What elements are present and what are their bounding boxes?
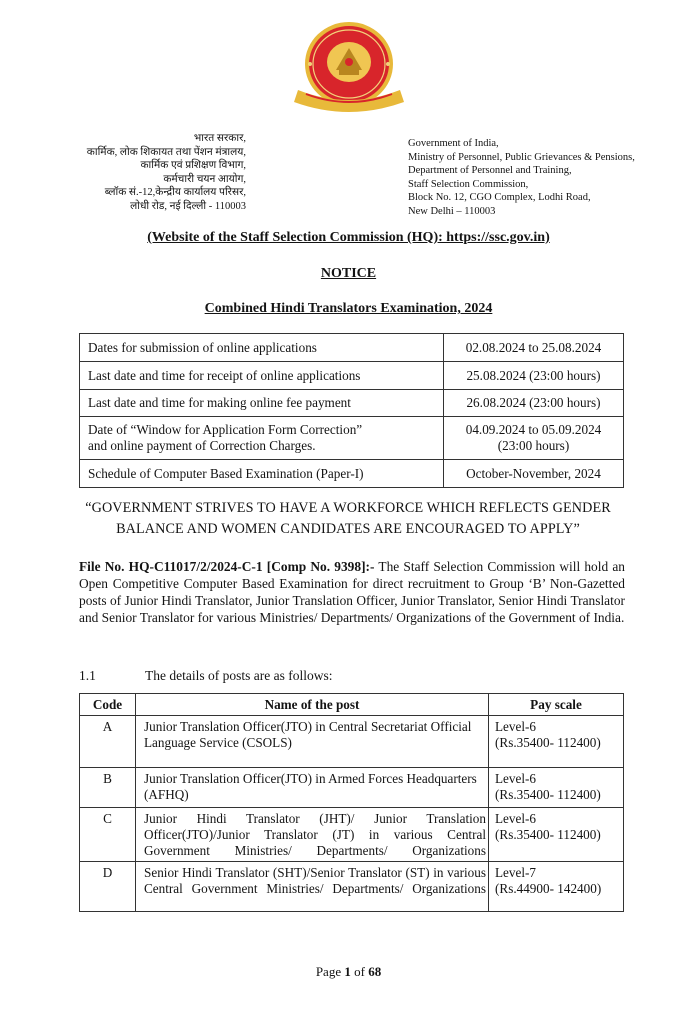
- ssc-emblem-logo: [276, 18, 422, 118]
- notice-heading: NOTICE: [320, 266, 377, 281]
- table-row: [80, 768, 624, 808]
- schedule-value: 25.08.2024 (23:00 hours): [444, 362, 624, 390]
- pay-level: Level-6: [495, 811, 537, 826]
- hindi-address-block: [60, 132, 246, 214]
- pay-range: (Rs.44900- 142400): [495, 881, 602, 896]
- table-row: [80, 390, 624, 417]
- schedule-label-line: Date of “Window for Application Form Correction”: [88, 422, 363, 437]
- post-pay: [489, 716, 624, 768]
- english-address-block: [408, 137, 688, 219]
- table-row: [80, 334, 624, 362]
- post-name: Junior Translation Officer(JTO) in Central Secretariat Official Language Service (CSOLS): [136, 716, 489, 768]
- english-address-line: New Delhi – 110003: [408, 205, 496, 217]
- post-pay: [489, 768, 624, 808]
- english-address-line: Department of Personnel and Training,: [408, 165, 572, 177]
- hindi-address-line: ब्लॉक सं.-12,केन्द्रीय कार्यालय परिसर,: [104, 187, 246, 199]
- schedule-label: Last date and time for receipt of online applications: [80, 362, 444, 390]
- schedule-label: Last date and time for making online fee payment: [80, 390, 444, 417]
- intro-paragraph: [79, 558, 625, 626]
- table-row: [80, 808, 624, 862]
- schedule-value-line: 04.09.2024 to 05.09.2024: [465, 422, 602, 437]
- hindi-address-line: कार्मिक, लोक शिकायत तथा पेंशन मंत्रालय,: [86, 146, 246, 158]
- schedule-label: [80, 417, 444, 460]
- schedule-value: 02.08.2024 to 25.08.2024: [444, 334, 624, 362]
- table-row: [80, 417, 624, 460]
- section-number: 1.1: [79, 668, 96, 683]
- hindi-address-line: कार्मिक एवं प्रशिक्षण विभाग,: [140, 160, 246, 172]
- hindi-address-line: कर्मचारी चयन आयोग,: [163, 173, 246, 185]
- gender-balance-slogan: “GOVERNMENT STRIVES TO HAVE A WORKFORCE WHICH REFLECTS GENDER BALANCE AND WOMEN CANDIDATES ARE ENCOURAGED TO APPLY”: [85, 500, 611, 537]
- current-page: 1: [344, 964, 351, 979]
- pay-range: (Rs.35400- 112400): [495, 735, 601, 750]
- hindi-address-line: लोधी रोड, नई दिल्ली - 110003: [130, 200, 246, 212]
- page-number: [0, 964, 697, 980]
- intro-text: The Staff Selection Commission will hold an Open Competitive Computer Based Examination for direct recruitment to Group ‘B’ Non-Gazetted posts of Junior Hindi Translator, Junior Translation Officer, Junior Translator, Senior Hindi Translator and Senior Translator for various Ministries/ Departments/ Organizations of the Government of India.: [79, 559, 625, 625]
- english-address-line: Government of India,: [408, 138, 499, 149]
- posts-table: [79, 693, 624, 912]
- schedule-value-line: (23:00 hours): [497, 438, 570, 453]
- pay-range: (Rs.35400- 112400): [495, 827, 601, 842]
- schedule-label: Dates for submission of online applications: [80, 334, 444, 362]
- schedule-value: 26.08.2024 (23:00 hours): [444, 390, 624, 417]
- pay-level: Level-7: [495, 865, 537, 880]
- post-pay: [489, 862, 624, 912]
- column-header-pay: Pay scale: [489, 694, 624, 716]
- column-header-name: Name of the post: [136, 694, 489, 716]
- file-number: File No. HQ-C11017/2/2024-C-1 [Comp No. 9398]:-: [79, 559, 375, 574]
- table-row: [80, 460, 624, 488]
- total-pages: 68: [368, 964, 382, 979]
- post-name: Senior Hindi Translator (SHT)/Senior Translator (ST) in various Central Government Ministries/ Departments/ Organizations: [136, 862, 489, 912]
- english-address-line: Staff Selection Commission,: [408, 178, 529, 190]
- table-row: [80, 362, 624, 390]
- exam-title: Combined Hindi Translators Examination, 2024: [204, 301, 493, 316]
- schedule-value: October-November, 2024: [444, 460, 624, 488]
- english-address-line: Ministry of Personnel, Public Grievances & Pensions,: [408, 151, 635, 163]
- page-of: of: [350, 964, 369, 979]
- schedule-table: [79, 333, 624, 488]
- post-name: Junior Hindi Translator (JHT)/ Junior Translation Officer(JTO)/Junior Translator (JT) in various Central Government Ministries/ Departments/ Organizations: [136, 808, 489, 862]
- column-header-code: Code: [80, 694, 136, 716]
- pay-range: (Rs.35400- 112400): [495, 787, 601, 802]
- post-code: D: [80, 862, 136, 912]
- pay-level: Level-6: [495, 719, 537, 734]
- english-address-line: Block No. 12, CGO Complex, Lodhi Road,: [408, 192, 591, 204]
- hindi-address-line: भारत सरकार,: [193, 133, 246, 144]
- schedule-value: [444, 417, 624, 460]
- pay-level: Level-6: [495, 771, 537, 786]
- website-line: (Website of the Staff Selection Commission (HQ): https://ssc.gov.in): [147, 230, 550, 245]
- post-pay: [489, 808, 624, 862]
- details-text: The details of posts are as follows:: [145, 668, 333, 683]
- page-prefix: Page: [315, 964, 345, 979]
- schedule-label: Schedule of Computer Based Examination (Paper-I): [80, 460, 444, 488]
- schedule-label-line: and online payment of Correction Charges.: [88, 438, 316, 453]
- table-header-row: [80, 694, 624, 716]
- post-name: Junior Translation Officer(JTO) in Armed Forces Headquarters (AFHQ): [136, 768, 489, 808]
- table-row: [80, 862, 624, 912]
- table-row: [80, 716, 624, 768]
- details-heading: [79, 668, 332, 684]
- post-code: B: [80, 768, 136, 808]
- post-code: A: [80, 716, 136, 768]
- post-code: C: [80, 808, 136, 862]
